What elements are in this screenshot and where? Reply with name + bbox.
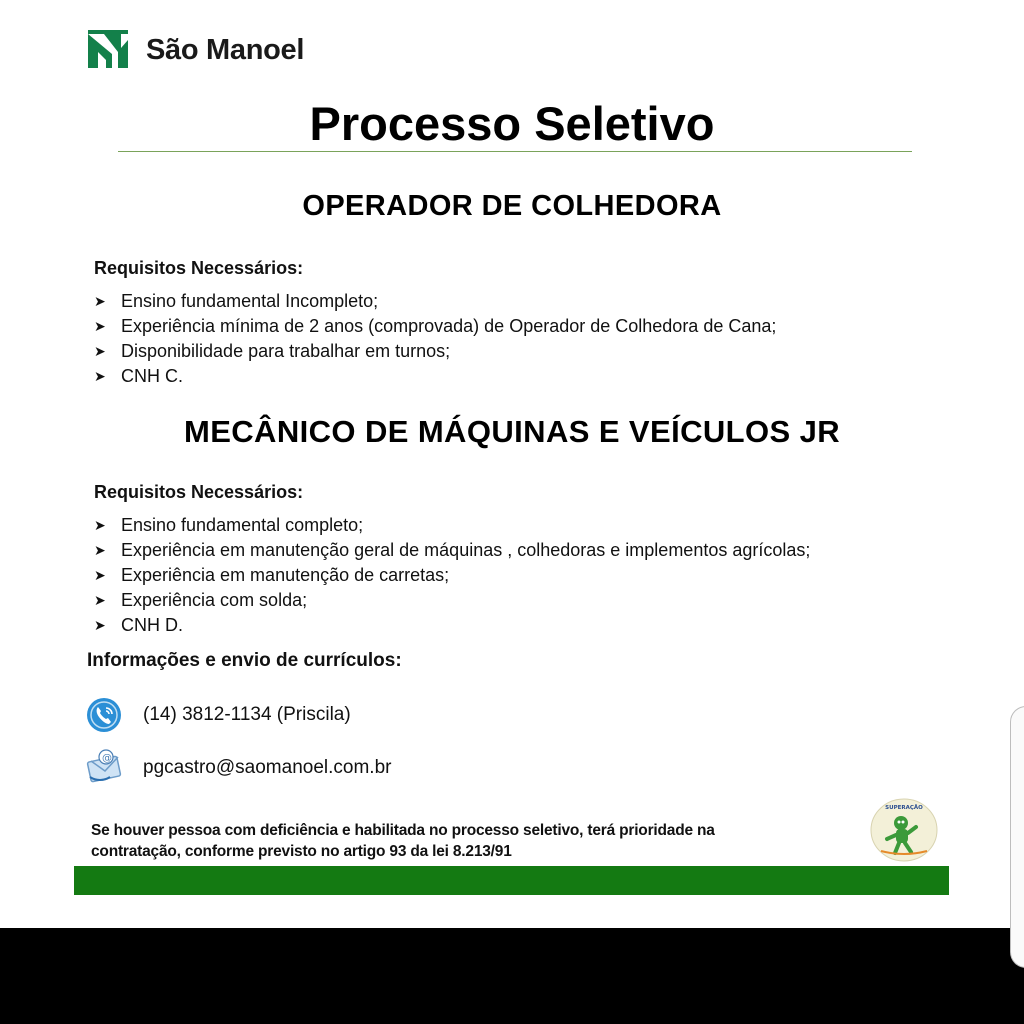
- bottom-black-band: [0, 928, 1024, 1024]
- list-item: [94, 563, 810, 588]
- requirement-text: CNH D.: [121, 615, 183, 635]
- phone-icon: [86, 697, 122, 733]
- arrowhead-bullet-icon: ➤: [94, 368, 106, 384]
- arrowhead-bullet-icon: ➤: [94, 617, 106, 633]
- arrowhead-bullet-icon: ➤: [94, 592, 106, 608]
- arrowhead-bullet-icon: ➤: [94, 343, 106, 359]
- list-item: [94, 588, 810, 613]
- requirement-text: Disponibilidade para trabalhar em turnos;: [121, 341, 451, 361]
- arrowhead-bullet-icon: ➤: [94, 293, 106, 309]
- contact-heading: Informações e envio de currículos:: [87, 650, 402, 671]
- sao-manoel-logo-icon: [88, 30, 128, 68]
- footer-green-bar: [74, 866, 949, 895]
- list-item: [94, 513, 810, 538]
- arrowhead-bullet-icon: ➤: [94, 567, 106, 583]
- list-item: [94, 339, 776, 364]
- arrowhead-bullet-icon: ➤: [94, 517, 106, 533]
- list-item: [94, 289, 776, 314]
- requirement-text: Ensino fundamental completo;: [121, 515, 364, 535]
- requirement-text: Experiência com solda;: [121, 590, 308, 610]
- requirement-text: Experiência em manutenção geral de máquinas , colhedoras e implementos agrícolas;: [121, 540, 811, 560]
- requirement-text: CNH C.: [121, 366, 183, 386]
- job-title-mecanico: MECÂNICO DE MÁQUINAS E VEÍCULOS JR: [183, 414, 841, 449]
- requirements-list: [94, 289, 776, 389]
- list-item: [94, 538, 810, 563]
- screen-edge-panel: [1010, 706, 1024, 968]
- job-title-operador: OPERADOR DE COLHEDORA: [302, 190, 722, 222]
- requirement-text: Experiência mínima de 2 anos (comprovada) de Operador de Colhedora de Cana;: [121, 316, 777, 336]
- phone-number: (14) 3812-1134 (Priscila): [143, 704, 351, 725]
- requirements-heading: Requisitos Necessários:: [94, 258, 304, 278]
- arrowhead-bullet-icon: ➤: [94, 542, 106, 558]
- email-icon: [86, 747, 124, 785]
- disability-notice: Se houver pessoa com deficiência e habilitada no processo seletivo, terá prioridade na contratação, conforme previsto no artigo 93 da lei 8.213/91: [91, 822, 715, 860]
- requirements-heading: Requisitos Necessários:: [94, 482, 304, 502]
- page-title: Processo Seletivo: [309, 97, 715, 150]
- requirement-text: Ensino fundamental Incompleto;: [121, 291, 379, 311]
- requirements-list: [94, 513, 810, 638]
- arrowhead-bullet-icon: ➤: [94, 318, 106, 334]
- svg-text:@: @: [102, 753, 112, 764]
- seal-text: SUPERAÇÃO: [885, 805, 923, 811]
- list-item: [94, 613, 810, 638]
- superacao-seal-icon: [869, 797, 939, 863]
- list-item: [94, 364, 776, 389]
- list-item: [94, 314, 776, 339]
- email-address: pgcastro@saomanoel.com.br: [143, 757, 392, 778]
- title-divider: [118, 151, 912, 152]
- requirement-text: Experiência em manutenção de carretas;: [121, 565, 450, 585]
- brand-name: São Manoel: [146, 34, 305, 66]
